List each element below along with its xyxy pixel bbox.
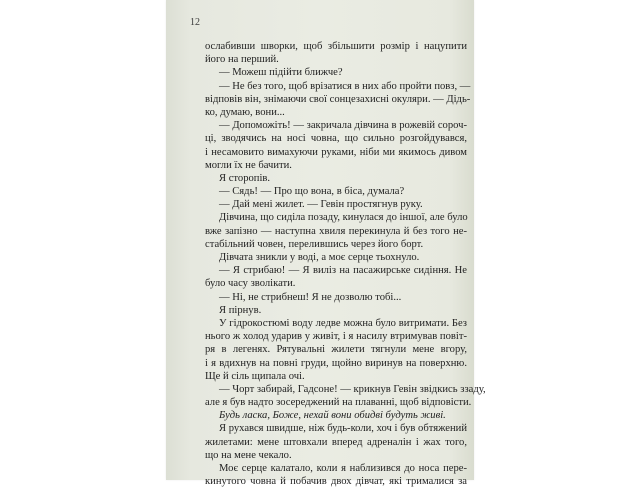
text-line: Ще й сіль щипала очі. xyxy=(205,370,305,382)
text-line: кинутого човна й побачив двох дівчат, які трималися за xyxy=(205,476,467,488)
text-line: і несамовито вимахуючи руками, ніби ми якимось дивом xyxy=(205,146,467,158)
page-body-text xyxy=(205,40,486,488)
text-line: — Сядь! — Про що вона, в біса, думала? xyxy=(219,186,405,198)
text-line: Я рухався швидше, ніж будь-коли, хоч і був обтяжений xyxy=(219,423,467,435)
text-line: могли їх не бачити. xyxy=(205,159,292,171)
text-line: — Допоможіть! — закричала дівчина в рожевій сороч- xyxy=(219,120,467,132)
text-line: що на мене чекало. xyxy=(205,449,292,461)
text-line: ці, зводячись на носі човна, що сильно розгойдувався, xyxy=(205,133,467,145)
text-line: — Я стрибаю! — Я виліз на пасажирське сидіння. Не xyxy=(219,265,467,277)
text-line: ря в легенях. Рятувальні жилети тягнули мене вгору, xyxy=(205,344,467,356)
text-line: У гідрокостюмі воду ледве можна було витримати. Без xyxy=(219,317,467,329)
text-line: було часу зволікати. xyxy=(205,278,296,290)
text-line: Будь ласка, Боже, нехай вони обидві будуть живі. xyxy=(219,410,446,422)
text-line: — Не без того, щоб врізатися в них або пройти повз, — xyxy=(219,80,471,92)
text-line: ко, думаю, вони... xyxy=(205,106,285,118)
text-line: відповів він, знімаючи свої сонцезахисні окуляри. — Дідь- xyxy=(205,93,471,105)
text-line: його на перший. xyxy=(205,54,279,66)
text-line: Дівчата зникли у воді, а моє серце тьохнуло. xyxy=(219,252,420,263)
text-line: Дівчина, що сиділа позаду, кинулася до іншої, але було xyxy=(219,212,468,224)
text-line: Я сторопів. xyxy=(219,172,271,184)
text-line: вже запізно — наступна хвиля перекинула й без того не- xyxy=(205,225,467,237)
text-line: — Дай мені жилет. — Гевін простягнув руку. xyxy=(219,199,423,211)
text-line: — Можеш підійти ближче? xyxy=(219,67,343,79)
text-line: Я пірнув. xyxy=(219,304,262,316)
text-line: нього ж холод ударив у живіт, і я насилу втримував повіт- xyxy=(205,331,467,343)
text-line: жилетами: мене штовхали вперед адреналін і жах того, xyxy=(205,436,467,448)
text-line: ослабивши шворки, щоб збільшити розмір і нацупити xyxy=(205,41,467,52)
text-line: стабільний човен, перелившись через його борт. xyxy=(205,238,424,250)
page-number: 12 xyxy=(190,17,200,28)
text-line: — Чорт забирай, Гадсоне! — крикнув Гевін звідкись ззаду, xyxy=(219,383,486,395)
text-line: і я вдихнув на повні груди, щойно виринув на поверхню. xyxy=(205,357,467,369)
text-line: — Ні, не стрибнеш! Я не дозволю тобі... xyxy=(219,291,402,303)
text-line: але я був надто зосереджений на плаванні, щоб відповісти. xyxy=(205,397,472,409)
text-line: Моє серце калатало, коли я наблизився до носа пере- xyxy=(219,463,467,474)
